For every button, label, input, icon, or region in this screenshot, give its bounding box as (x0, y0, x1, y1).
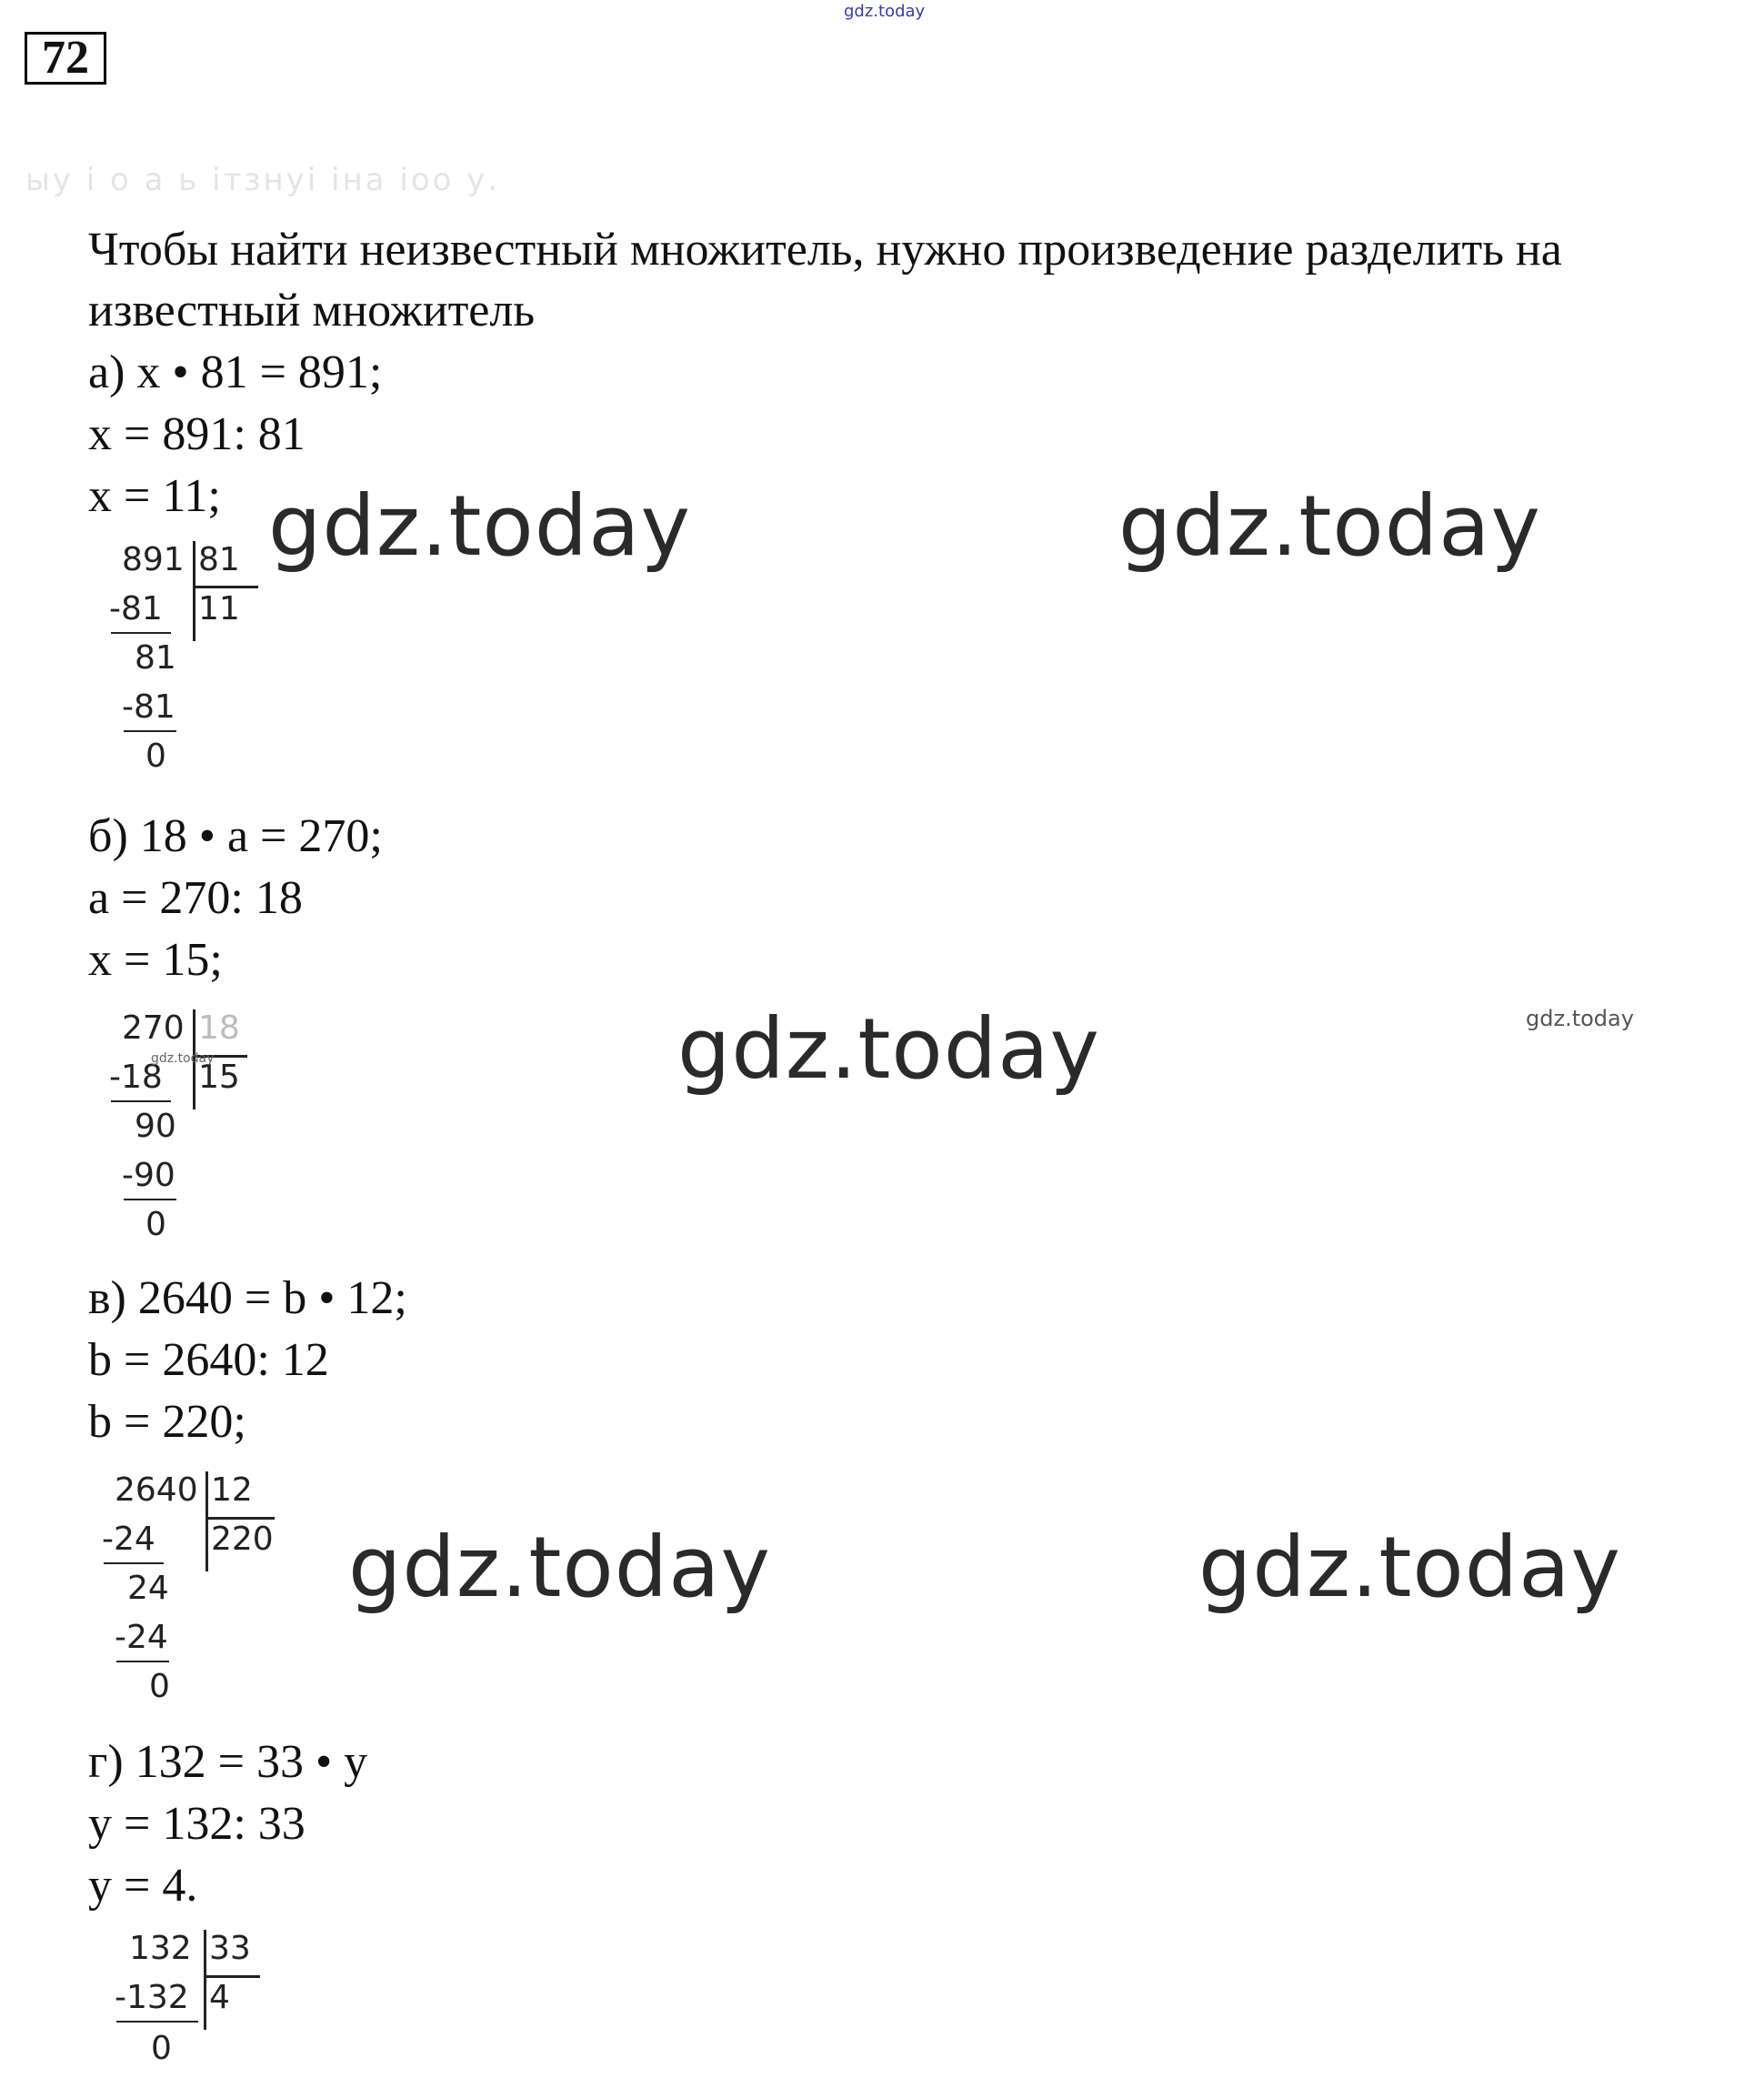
part-c-answer: b = 220; (88, 1396, 246, 1448)
divisor: 81 (198, 541, 240, 578)
watermark: gdz.today (1118, 477, 1541, 575)
part-b-equation: б) 18 • a = 270; (88, 810, 383, 862)
dividend: 132 (129, 1930, 192, 1967)
part-d-answer: y = 4. (88, 1860, 198, 1912)
dividend: 270 (122, 1009, 185, 1047)
faded-text: ыу і о а ь ітзнуі іна іоо у. (25, 162, 501, 198)
remainder-step: 81 (135, 639, 176, 677)
watermark: gdz.today (348, 1519, 771, 1616)
underline (124, 1199, 176, 1200)
intro-line-2: известный множитель (88, 285, 536, 336)
long-division-c (102, 1471, 284, 1717)
subtrahend: -18 (109, 1059, 163, 1096)
quotient: 15 (198, 1059, 240, 1096)
subtrahend: -81 (109, 590, 163, 627)
part-b-answer: x = 15; (88, 934, 223, 986)
part-b-step: a = 270: 18 (88, 872, 303, 924)
subtrahend: -24 (115, 1619, 168, 1656)
subtrahend: -132 (115, 1979, 189, 2016)
division-vertical-bar (204, 1930, 206, 2030)
divisor: 33 (209, 1930, 251, 1967)
part-a-answer: x = 11; (88, 470, 221, 522)
underline (111, 1100, 171, 1102)
problem-number-box: 72 (25, 32, 106, 85)
part-c-step: b = 2640: 12 (88, 1334, 329, 1386)
remainder-step: 24 (127, 1570, 169, 1607)
underline (124, 730, 176, 732)
watermark: gdz.today (268, 477, 691, 575)
subtrahend: -90 (122, 1157, 175, 1194)
quotient: 11 (198, 590, 240, 627)
top-watermark: gdz.today (844, 2, 926, 21)
remainder-step: 90 (135, 1108, 176, 1145)
underline (116, 2021, 198, 2023)
tiny-watermark: gdz.today (151, 1051, 215, 1066)
division-horizontal-bar (205, 1517, 275, 1520)
small-watermark: gdz.today (1526, 1006, 1634, 1031)
watermark: gdz.today (1198, 1519, 1621, 1616)
part-c-equation: в) 2640 = b • 12; (88, 1272, 407, 1324)
final-remainder: 0 (151, 2030, 172, 2067)
division-horizontal-bar (204, 1975, 260, 1978)
underline (111, 632, 171, 634)
part-d-step: y = 132: 33 (88, 1798, 306, 1850)
subtrahend: -81 (122, 688, 175, 726)
part-d-equation: г) 132 = 33 • y (88, 1736, 368, 1788)
long-division-b (109, 1009, 255, 1255)
division-vertical-bar (205, 1471, 208, 1571)
quotient: 4 (209, 1979, 230, 2016)
part-a-step: x = 891: 81 (88, 408, 306, 460)
final-remainder: 0 (149, 1668, 170, 1705)
dividend: 891 (122, 541, 185, 578)
divisor: 12 (211, 1471, 253, 1509)
long-division-d (115, 1930, 278, 2075)
quotient: 220 (211, 1521, 274, 1558)
watermark: gdz.today (677, 1000, 1100, 1098)
final-remainder: 0 (145, 738, 166, 775)
final-remainder: 0 (145, 1206, 166, 1243)
underline (116, 1661, 169, 1662)
divisor: 18 (198, 1009, 240, 1047)
division-horizontal-bar (193, 586, 258, 588)
intro-line-1: Чтобы найти неизвестный множитель, нужно произведение разделить на (88, 224, 1562, 276)
part-a-equation: а) x • 81 = 891; (88, 346, 383, 398)
underline (104, 1562, 164, 1564)
dividend: 2640 (115, 1471, 198, 1509)
subtrahend: -24 (102, 1521, 155, 1558)
division-vertical-bar (193, 541, 195, 641)
long-division-a (109, 541, 255, 787)
